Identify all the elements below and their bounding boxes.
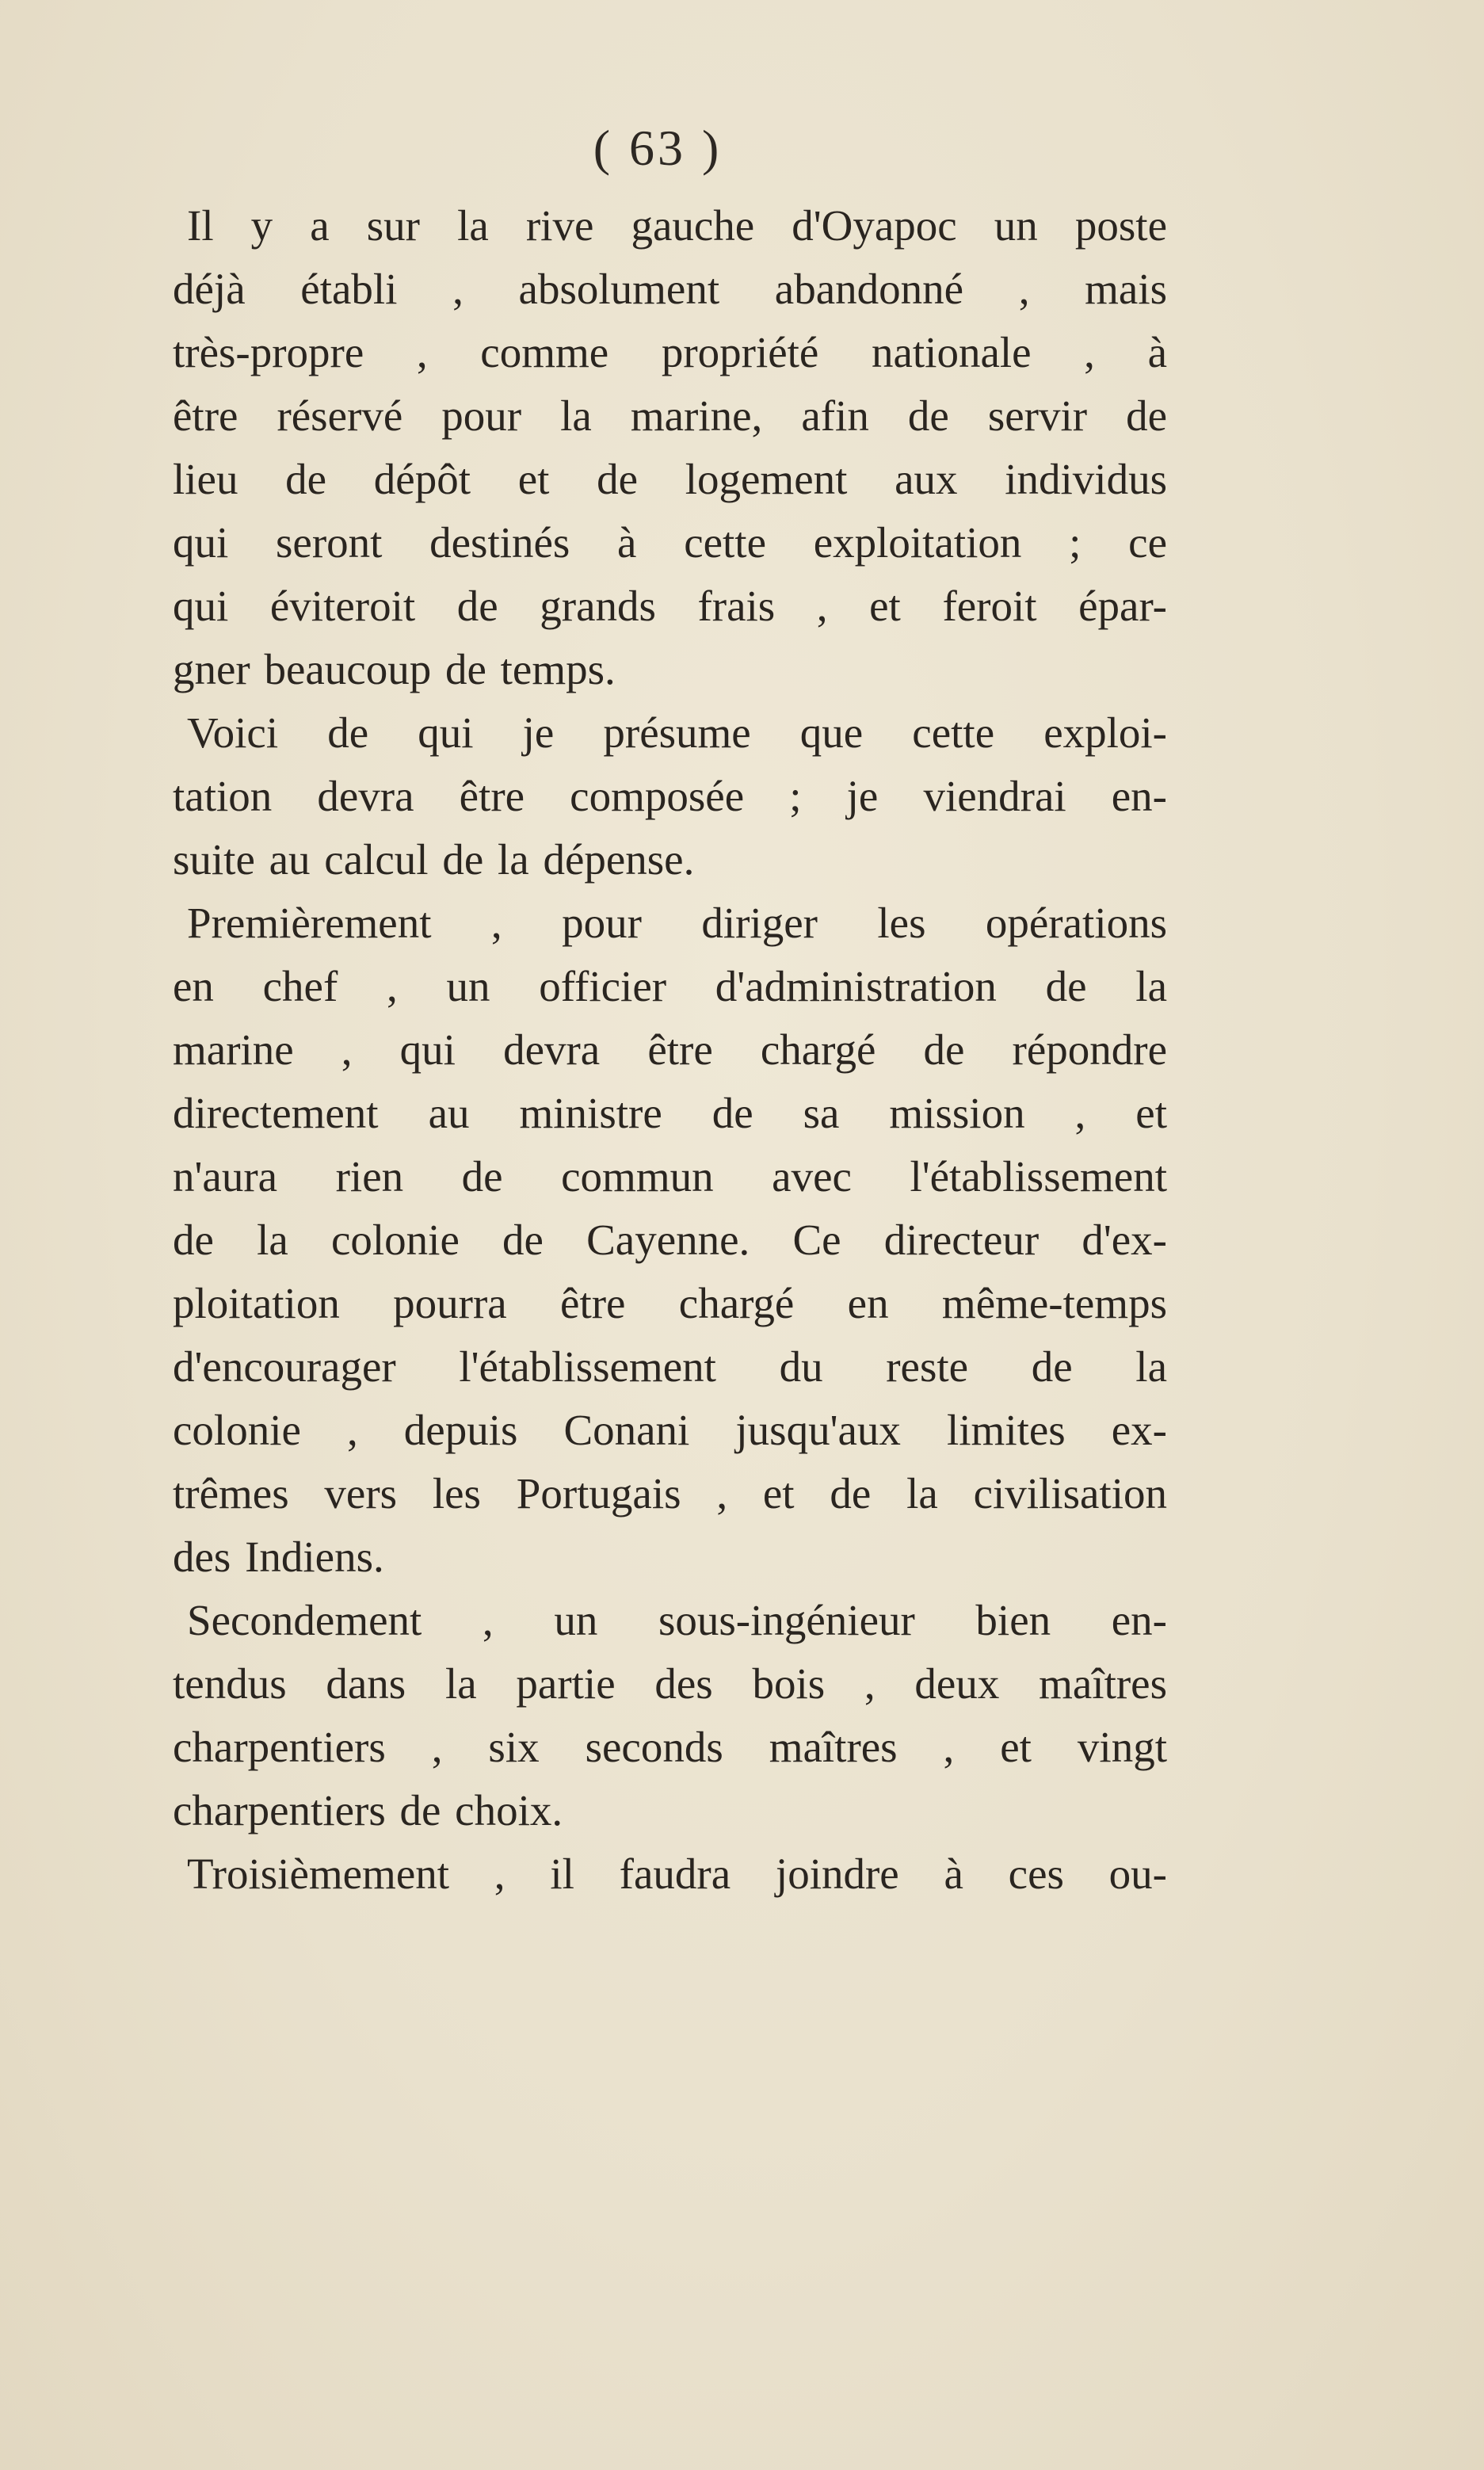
text-line: tation devra être composée ; je viendrai en- (173, 772, 1167, 820)
body-text (173, 194, 1167, 1906)
paragraph-4 (173, 1589, 1167, 1842)
text-line: lieu de dépôt et de logement aux individus (173, 455, 1167, 503)
paragraph-3 (173, 891, 1167, 1589)
text-line: charpentiers de choix. (173, 1786, 563, 1834)
text-line: Secondement , un sous-ingénieur bien en- (187, 1596, 1167, 1644)
text-line: Voici de qui je présume que cette exploi- (187, 708, 1167, 757)
text-line: qui seront destinés à cette exploitation ; ce (173, 518, 1167, 567)
text-line: être réservé pour la marine, afin de servir de (173, 391, 1167, 440)
paragraph-2 (173, 701, 1167, 891)
text-line: trêmes vers les Portugais , et de la civilisation (173, 1469, 1167, 1518)
text-line: en chef , un officier d'administration de la (173, 962, 1167, 1010)
text-line: suite au calcul de la dépense. (173, 835, 695, 884)
paragraph-1 (173, 194, 1167, 701)
text-line: de la colonie de Cayenne. Ce directeur d'ex- (173, 1216, 1167, 1264)
text-line: n'aura rien de commun avec l'établissement (173, 1152, 1167, 1201)
text-line: déjà établi , absolument abandonné , mais (173, 265, 1167, 313)
text-line: Troisièmement , il faudra joindre à ces ou- (187, 1850, 1167, 1898)
text-line: marine , qui devra être chargé de répondre (173, 1025, 1167, 1074)
text-line: colonie , depuis Conani jusqu'aux limites ex- (173, 1406, 1167, 1454)
paragraph-5 (173, 1842, 1167, 1906)
text-line: Il y a sur la rive gauche d'Oyapoc un poste (187, 201, 1167, 250)
text-line: très-propre , comme propriété nationale , à (173, 328, 1167, 376)
text-line: tendus dans la partie des bois , deux maîtres (173, 1659, 1167, 1708)
text-line: des Indiens. (173, 1533, 384, 1581)
text-line: qui éviteroit de grands frais , et feroit épar- (173, 582, 1167, 630)
text-line: ploitation pourra être chargé en même-temps (173, 1279, 1167, 1327)
text-line: Premièrement , pour diriger les opérations (187, 899, 1167, 947)
page-number: ( 63 ) (593, 120, 723, 176)
text-line: directement au ministre de sa mission , et (173, 1089, 1167, 1137)
text-line: gner beaucoup de temps. (173, 645, 616, 693)
text-line: d'encourager l'établissement du reste de la (173, 1342, 1167, 1391)
text-line: charpentiers , six seconds maîtres , et vingt (173, 1723, 1167, 1771)
